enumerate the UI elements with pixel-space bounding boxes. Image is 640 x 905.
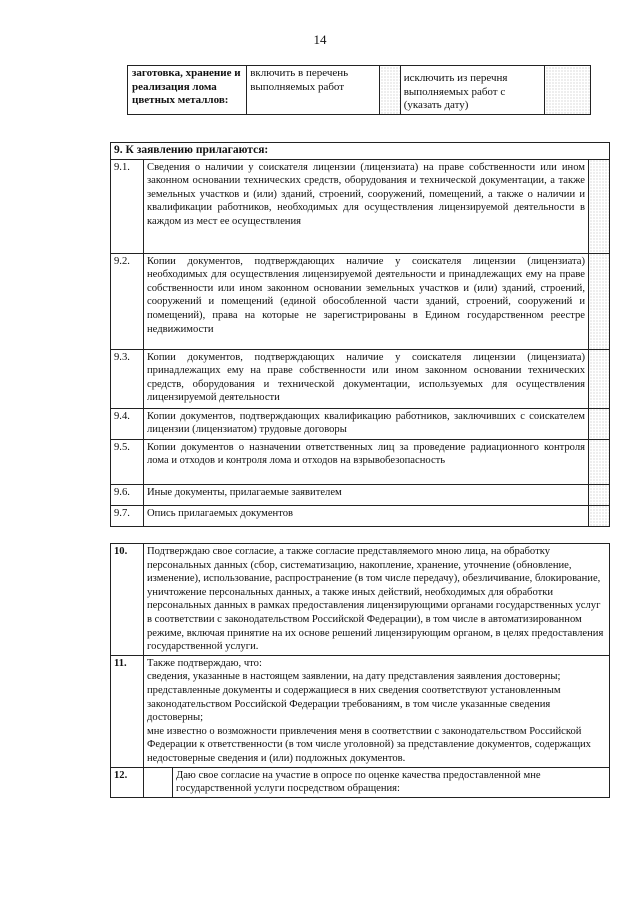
attachment-text: Копии документов о назначении ответственных лиц за проведение радиационного контроля лома и отходов и контроля лома и отходов на взрывобезопасность — [144, 439, 589, 484]
section-12-number: 12. — [111, 767, 144, 797]
attachment-checkbox[interactable] — [589, 253, 610, 349]
attachment-checkbox[interactable] — [589, 408, 610, 439]
include-checkbox[interactable] — [380, 66, 401, 115]
attachment-text: Сведения о наличии у соискателя лицензии (лицензиата) на праве собственности или ином законном основании технических средств, оборудования и технической документации, а также земельных участков и (или) зданий, строений, сооружений, помещений, а также о наличии и квалификации работников, необходимых для осуществления лицензируемой деятельности в каждом из мест ее осуществления — [144, 159, 589, 253]
section-10-text: Подтверждаю свое согласие, а также согласие представляемого мною лица, на обработку персональных данных (сбор, систематизацию, накопление, хранение, уточнение (обновление, изменение), использование, распространение (в том числе передачу), обезличивание, блокирование, уничтожение персональных данных, а также иных действий, необходимых для обработки персональных данных в рамках предоставления лицензирующими органами государственных услуг в соответствии с законодательством Российской Федерации), в том числе в автоматизированном режиме, включая принятие на их основе решений лицензирующим органом, в целях предоставления государственной услуги. — [144, 544, 610, 656]
attachments-table — [110, 142, 610, 527]
attachment-row — [111, 159, 610, 253]
attachment-checkbox[interactable] — [589, 349, 610, 408]
attachment-row — [111, 408, 610, 439]
survey-checkbox[interactable] — [144, 767, 173, 797]
attachment-number: 9.3. — [111, 349, 144, 408]
section-11-text — [144, 655, 610, 767]
section-9-title: 9. К заявлению прилагаются: — [111, 143, 610, 160]
consent-table — [110, 543, 610, 798]
attachment-text: Копии документов, подтверждающих квалификацию работников, заключивших с соискателем лицензии (лицензиатом) трудовые договоры — [144, 408, 589, 439]
attachment-checkbox[interactable] — [589, 439, 610, 484]
section-10-number: 10. — [111, 544, 144, 656]
activity-name: заготовка, хранение и реализация лома цветных металлов: — [128, 66, 247, 115]
consent-row-10 — [111, 544, 610, 656]
attachment-text: Копии документов, подтверждающих наличие у соискателя лицензии (лицензиата) необходимых для осуществления лицензируемой деятельности и принадлежащих ему на праве собственности или ином законном основании земельных участков и (или) зданий, строений, сооружений и помещений (единой обособленной части зданий, строений, сооружений и помещений), права на которые не зарегистрированы в Едином государственном реестре недвижимости — [144, 253, 589, 349]
confirm-intro: Также подтверждаю, что: — [147, 657, 262, 669]
attachment-number: 9.4. — [111, 408, 144, 439]
attachment-number: 9.7. — [111, 505, 144, 526]
attachment-row — [111, 505, 610, 526]
confirm-item: представленные документы и содержащиеся в них сведения соответствуют установленным законодательством Российской Федерации требованиям, в том числе указанные сведения достоверны; — [147, 684, 561, 724]
confirm-item: мне известно о возможности привлечения меня в соответствии с законодательством Российской Федерации к ответственности (в том числе уголовной) за представление документов, содержащих недостоверные сведения и (или) подложных документов. — [147, 725, 591, 764]
attachment-row — [111, 484, 610, 505]
attachment-number: 9.6. — [111, 484, 144, 505]
consent-row-12 — [111, 767, 610, 797]
include-option: включить в перечень выполняемых работ — [247, 66, 380, 115]
exclude-date-field[interactable] — [545, 66, 591, 115]
attachment-row — [111, 439, 610, 484]
activity-row — [128, 66, 591, 115]
attachment-number: 9.1. — [111, 159, 144, 253]
activity-table — [127, 65, 591, 115]
attachment-checkbox[interactable] — [589, 159, 610, 253]
attachment-checkbox[interactable] — [589, 505, 610, 526]
attachment-text: Иные документы, прилагаемые заявителем — [144, 484, 589, 505]
consent-row-11 — [111, 655, 610, 767]
page-number: 14 — [313, 32, 327, 47]
attachment-row — [111, 349, 610, 408]
section-11-number: 11. — [111, 655, 144, 767]
attachment-text: Опись прилагаемых документов — [144, 505, 589, 526]
section-12-text: Даю свое согласие на участие в опросе по оценке качества предоставленной мне государственной услуги посредством обращения: — [173, 767, 610, 797]
attachment-checkbox[interactable] — [589, 484, 610, 505]
attachment-text: Копии документов, подтверждающих наличие у соискателя лицензии (лицензиата) принадлежащих ему на праве собственности или ином законном основании технических средств, оборудования и технической документации, используемых для осуществления лицензируемой деятельности — [144, 349, 589, 408]
attachments-header-row — [111, 143, 610, 160]
confirm-item: сведения, указанные в настоящем заявлении, на дату представления заявления достоверны; — [147, 671, 561, 683]
attachment-number: 9.2. — [111, 253, 144, 349]
attachment-row — [111, 253, 610, 349]
attachment-number: 9.5. — [111, 439, 144, 484]
exclude-option: исключить из перечня выполняемых работ с (указать дату) — [400, 66, 545, 115]
